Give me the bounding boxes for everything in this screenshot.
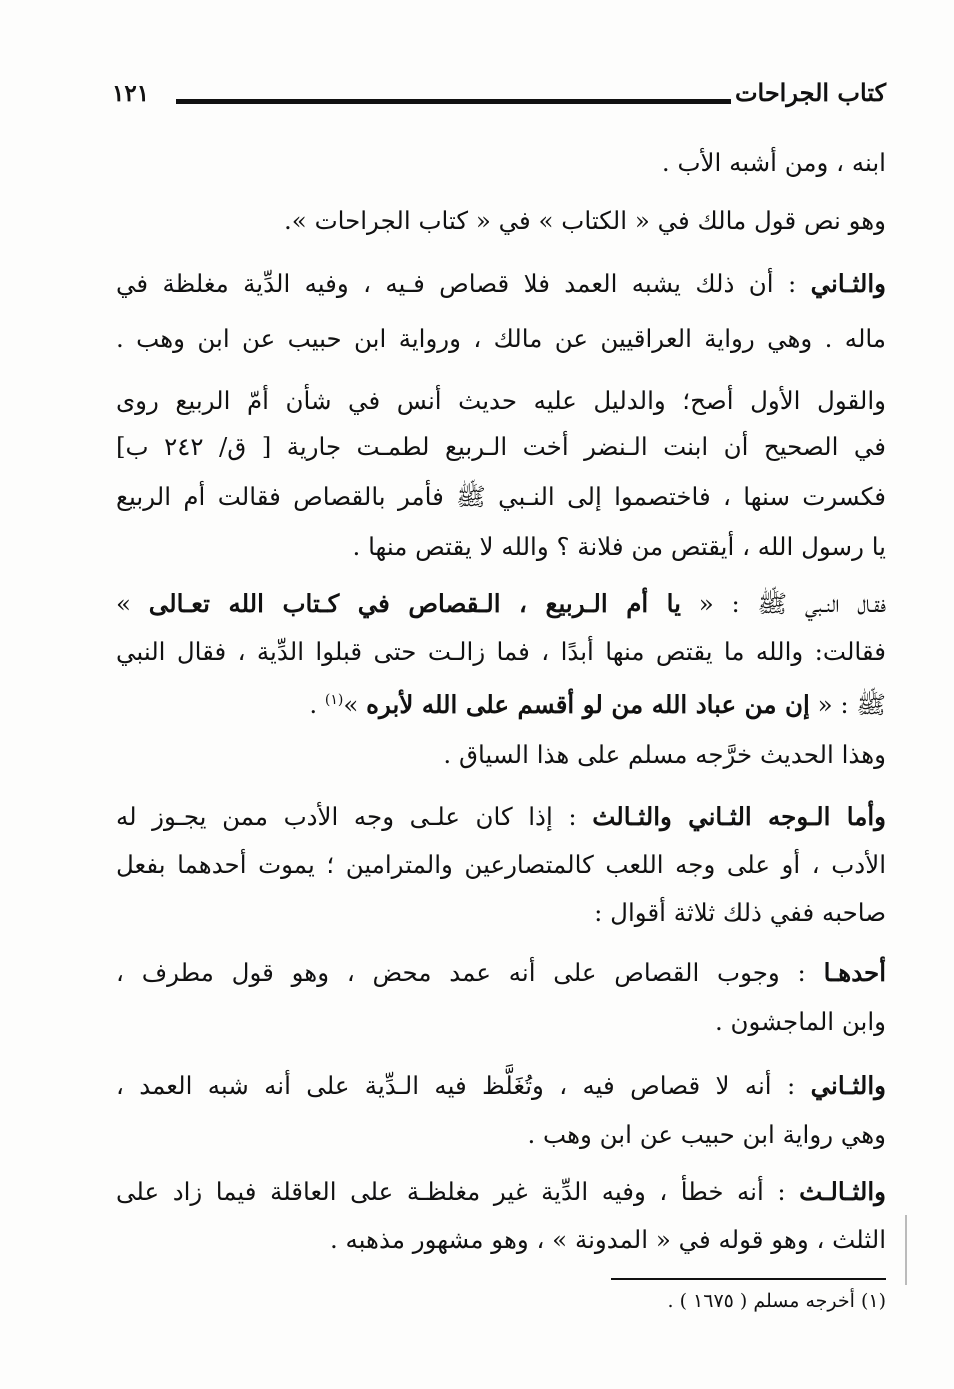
text-line bbox=[116, 735, 886, 775]
text-line bbox=[116, 201, 886, 241]
text-run: ماله . وهي رواية العراقيين عن مالك ، ورواية ابن حبيب عن ابن وهب . bbox=[116, 324, 886, 353]
bold-term: يا أم الـربيع ، الـقصاص في كـتاب الله تعـالى bbox=[148, 589, 681, 618]
text-line bbox=[116, 143, 886, 183]
text-line bbox=[116, 427, 886, 467]
text-line bbox=[116, 953, 886, 993]
chapter-title: كتاب الجراحات bbox=[734, 78, 886, 107]
text-run: فكسرت سنها ، فاختصموا إلى النـبي ﷺ فأمر بالقصاص فقالت أم الربيع bbox=[116, 482, 886, 511]
text-run: وهي رواية ابن حبيب عن ابن وهب . bbox=[527, 1120, 886, 1149]
text-line bbox=[116, 1172, 886, 1212]
text-run: فقالت: والله ما يقتص منها أبدًا ، فما زالـت حتى قبلوا الدِّية ، فقال النبي bbox=[116, 637, 886, 666]
header-rule bbox=[176, 99, 731, 104]
bold-term: والثـاني bbox=[810, 1071, 886, 1100]
text-run: فقـال النـبي ﷺ : « bbox=[680, 589, 886, 618]
text-line bbox=[116, 893, 886, 933]
bold-term: إن من عباد الله من لو أقسم على الله لأبره bbox=[366, 690, 810, 720]
text-run: الأدب ، أو على وجه اللعب كالمتصارعين والمترامين ؛ يموت أحدهما بفعل bbox=[116, 850, 886, 879]
text-line bbox=[116, 797, 886, 837]
text-line bbox=[116, 381, 886, 421]
text-line bbox=[116, 527, 886, 567]
bold-term: والثـاني bbox=[810, 269, 886, 298]
text-run: وهذا الحديث خرَّجه مسلم على هذا السياق . bbox=[443, 740, 886, 769]
text-run: في الصحيح أن ابنت الـنضر أخت الـربيع لطمـت جارية [ ق/ ٢٤٢ ب] bbox=[116, 432, 886, 461]
text-run: : وجوب القصاص على أنه عمد محض ، وهو قول مطرف ، bbox=[116, 958, 824, 987]
text-line bbox=[116, 584, 886, 624]
footnote-marker: (١) bbox=[324, 692, 344, 708]
margin-mark bbox=[905, 1215, 907, 1285]
text-run: وابن الماجشون . bbox=[714, 1007, 886, 1036]
text-run: » bbox=[343, 690, 367, 720]
text-run: ابنه ، ومن أشبه الأب . bbox=[661, 148, 886, 177]
text-run: وهو نص قول مالك في « الكتاب » في « كتاب الجراحات ». bbox=[284, 206, 886, 235]
text-run: . bbox=[309, 690, 325, 720]
text-line bbox=[116, 1002, 886, 1042]
text-run: والقول الأول أصح؛ والدليل عليه حديث أنس في شأن أمّ الربيع روى bbox=[116, 386, 886, 415]
text-run: » bbox=[116, 589, 149, 618]
text-run: ﷺ : « bbox=[809, 690, 886, 720]
text-line bbox=[116, 680, 886, 725]
text-run: الثلث ، وهو قوله في « المدونة » ، وهو مشهور مذهبه . bbox=[329, 1225, 886, 1254]
text-line bbox=[116, 319, 886, 359]
bold-term: أحدهـا bbox=[823, 958, 886, 987]
text-line bbox=[116, 1066, 886, 1106]
text-line bbox=[116, 1115, 886, 1155]
bold-term: وأما الـوجه الثـاني والثـالث bbox=[592, 802, 886, 831]
text-line bbox=[116, 264, 886, 304]
footnote-rule bbox=[611, 1278, 886, 1280]
text-run: : أنه لا قصاص فيه ، وتُغَلَّظ فيه الـدِّية على أنه شبه العمد ، bbox=[116, 1071, 811, 1100]
text-line bbox=[116, 845, 886, 885]
text-run: صاحبه ففي ذلك ثلاثة أقوال : bbox=[594, 898, 886, 927]
page-number: ١٢١ bbox=[112, 80, 150, 107]
bold-term: والثـالـث bbox=[799, 1177, 886, 1206]
text-run: : إذا كان علـى وجه الأدب ممن يجـوز له bbox=[116, 802, 593, 831]
text-run: : أن ذلك يشبه العمد فلا قصاص فـيه ، وفيه الدِّية مغلظة في bbox=[116, 269, 811, 298]
text-run: يا رسول الله ، أيقتص من فلانة ؟ والله لا يقتص منها . bbox=[352, 532, 886, 561]
text-line bbox=[116, 1220, 886, 1260]
text-line bbox=[116, 477, 886, 517]
text-run: : أنه خطأ ، وفيه الدِّية غير مغلظـة على العاقلة فيما زاد على bbox=[116, 1177, 800, 1206]
footnote: (١) أخرجه مسلم ( ١٦٧٥ ) . bbox=[667, 1290, 886, 1312]
text-line bbox=[116, 632, 886, 672]
